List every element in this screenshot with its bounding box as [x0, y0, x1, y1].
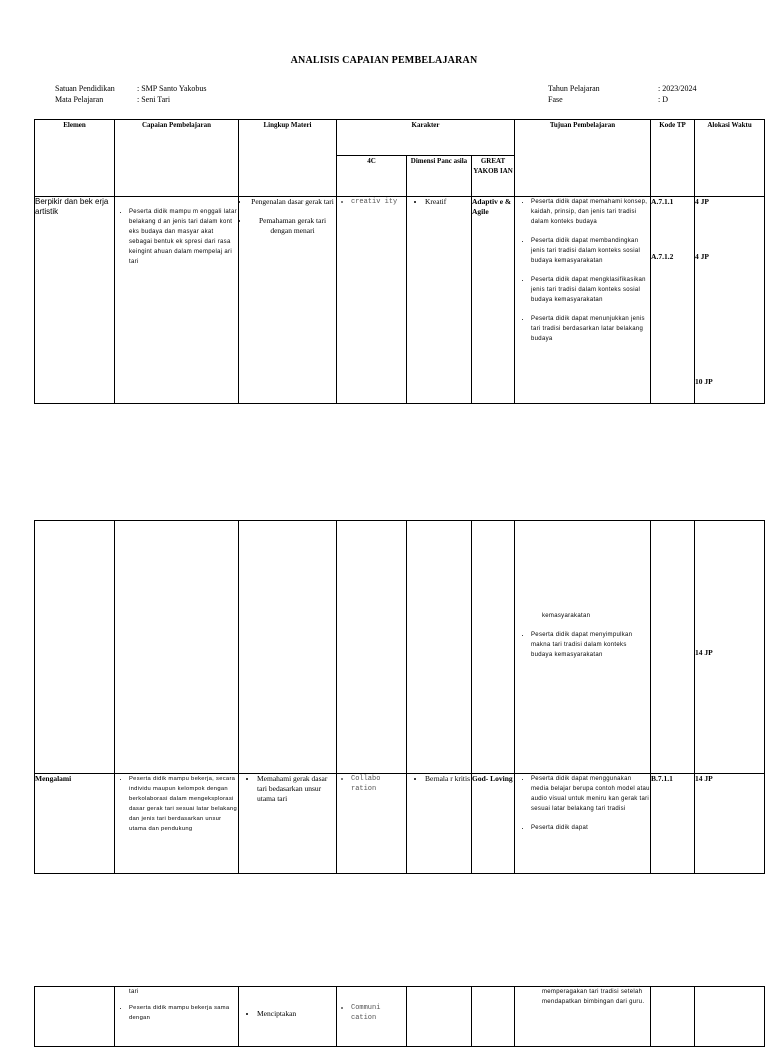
row2-great: [472, 521, 515, 774]
row1-lingkup-item-1: • Pengenalan dasar gerak tari: [249, 197, 336, 207]
header-4c: 4C: [337, 156, 407, 197]
row4-lingkup: [239, 987, 337, 1047]
header-dimensi: Dimensi Panc asila: [407, 156, 472, 197]
row2-tujuan-cont: kemasyarakatan: [542, 613, 591, 619]
row4-dimensi: [407, 987, 472, 1047]
row4-capaian-cont: tari: [129, 989, 139, 995]
row1-elemen: Berpikir dan bek erja artistik: [35, 197, 115, 404]
row2-tujuan: [515, 521, 651, 774]
row1-lingkup: [239, 197, 337, 404]
row2-4c: [337, 521, 407, 774]
row1-kode-1: A.7.1.1: [651, 197, 674, 206]
header-kode: Kode TP: [651, 120, 695, 197]
satuan-label: Satuan Pendidikan: [55, 84, 115, 93]
row3-4c-item: • Collabo ration: [351, 774, 406, 794]
row1-lingkup-item-2: • Pemahaman gerak tari dengan menari: [249, 216, 336, 236]
row3-great: God- Loving: [472, 774, 515, 874]
header-capaian: Capaian Pembelajaran: [115, 120, 239, 197]
tahun-value: : 2023/2024: [658, 84, 697, 93]
row3-4c: [337, 774, 407, 874]
row1-dimensi-item: • Kreatif: [425, 197, 471, 207]
row2-alokasi: 14 JP: [695, 521, 765, 774]
row1-4c-item: • creativ ity: [351, 197, 406, 207]
row1-tujuan: [515, 197, 651, 404]
row4-elemen: [35, 987, 115, 1047]
row1-great: Adaptiv e & Agile: [472, 197, 515, 404]
row1-tujuan-item-2: • Peserta didik dapat membandingkan jenis tari tradisi dalam konteks sosial budaya kemasyarakatan: [531, 236, 650, 266]
row1-tujuan-item-4: • Peserta didik dapat menunjukkan jenis tari tradisi berdasarkan latar belakang budaya: [531, 314, 650, 344]
row3-kode: B.7.1.1: [651, 774, 695, 874]
row3-tujuan-item-1: • Peserta didik dapat menggunakan media belajar berupa contoh model atau audio visual untuk meniru kan gerak tari sesuai latar belakang tari tradisi: [531, 774, 650, 814]
header-great: GREAT YAKOB IAN: [472, 156, 515, 197]
row1-capaian-item: • Peserta didik mampu m enggali latar belakang d an jenis tari dalam kont eks budaya dan masyar akat sebagai bentuk ek spresi dari rasa keingint ahuan dalam mempelaj ari tari: [129, 207, 238, 267]
page-title: ANALISIS CAPAIAN PEMBELAJARAN: [290, 55, 478, 66]
row2-dimensi: [407, 521, 472, 774]
row3-tujuan-item-2: • Peserta didik dapat: [531, 823, 650, 833]
row4-great: [472, 987, 515, 1047]
row3-capaian-item: • Peserta didik mampu bekerja, secara individu maupun kelompok dengan berkolaborasi dalam mengeksplorasi dasar gerak tari sesuai latar belakang dan jenis tari berdasarkan unsur utama dan pendukung: [129, 774, 238, 834]
row1-tujuan-item-1: • Peserta didik dapat memahami konsep, kaidah, prinsip, dan jenis tari tradisi dalam konteks budaya: [531, 197, 650, 227]
row3-lingkup-item: • Memahami gerak dasar tari bedasarkan unsur utama tari: [257, 774, 336, 804]
row4-tujuan-cont: memperagakan tari tradisi setelah mendapatkan bimbingan dari guru.: [542, 989, 645, 1005]
mapel-value: : Seni Tari: [137, 95, 171, 104]
row4-capaian-item: • Peserta didik mampu bekerja sama dengan: [129, 1003, 238, 1023]
row4-tujuan: [515, 987, 651, 1047]
row3-tujuan: [515, 774, 651, 874]
row1-alokasi: [695, 197, 765, 404]
row1-4c: [337, 197, 407, 404]
row1-kode: [651, 197, 695, 404]
header-alokasi: Alokasi Waktu: [695, 120, 765, 197]
row1-tujuan-item-3: • Peserta didik dapat mengklasifikasikan jenis tari tradisi dalam konteks sosial budaya kemasyarakatan: [531, 275, 650, 305]
row3-alokasi: 14 JP: [695, 774, 765, 874]
row3-lingkup: [239, 774, 337, 874]
row4-kode: [651, 987, 695, 1047]
row1-alokasi-2: 4 JP: [695, 252, 709, 261]
header-tujuan: Tujuan Pembelajaran: [515, 120, 651, 197]
header-lingkup: Lingkup Materi: [239, 120, 337, 197]
header-elemen: Elemen: [35, 120, 115, 197]
row1-alokasi-3: 10 JP: [695, 377, 713, 386]
row3-dimensi-item: • Bernala r kritis: [425, 774, 471, 784]
mapel-label: Mata Pelajaran: [55, 95, 104, 104]
row4-capaian: [115, 987, 239, 1047]
row2-kode: [651, 521, 695, 774]
satuan-value: : SMP Santo Yakobus: [137, 84, 207, 93]
row4-alokasi: [695, 987, 765, 1047]
row2-elemen: [35, 521, 115, 774]
row2-tujuan-item: • Peserta didik dapat menyimpulkan makna tari tradisi dalam konteks budaya kemasyarakatan: [531, 630, 650, 660]
header-karakter: Karakter: [337, 120, 515, 156]
row4-4c-item: • Communi cation: [351, 1003, 406, 1023]
row1-dimensi: [407, 197, 472, 404]
fase-label: Fase: [548, 95, 563, 104]
cp-table-part-2: [34, 520, 765, 874]
fase-value: : D: [658, 95, 668, 104]
row3-capaian: [115, 774, 239, 874]
row3-dimensi: [407, 774, 472, 874]
row1-kode-2: A.7.1.2: [651, 252, 674, 261]
row2-lingkup: [239, 521, 337, 774]
cp-table-part-3: [34, 986, 765, 1047]
row4-lingkup-item: • Menciptakan: [257, 1009, 336, 1019]
row1-capaian: [115, 197, 239, 404]
row3-elemen: Mengalami: [35, 774, 115, 874]
row2-capaian: [115, 521, 239, 774]
tahun-label: Tahun Pelajaran: [548, 84, 600, 93]
row1-alokasi-1: 4 JP: [695, 197, 709, 206]
cp-table-part-1: [34, 119, 765, 404]
row4-4c: [337, 987, 407, 1047]
